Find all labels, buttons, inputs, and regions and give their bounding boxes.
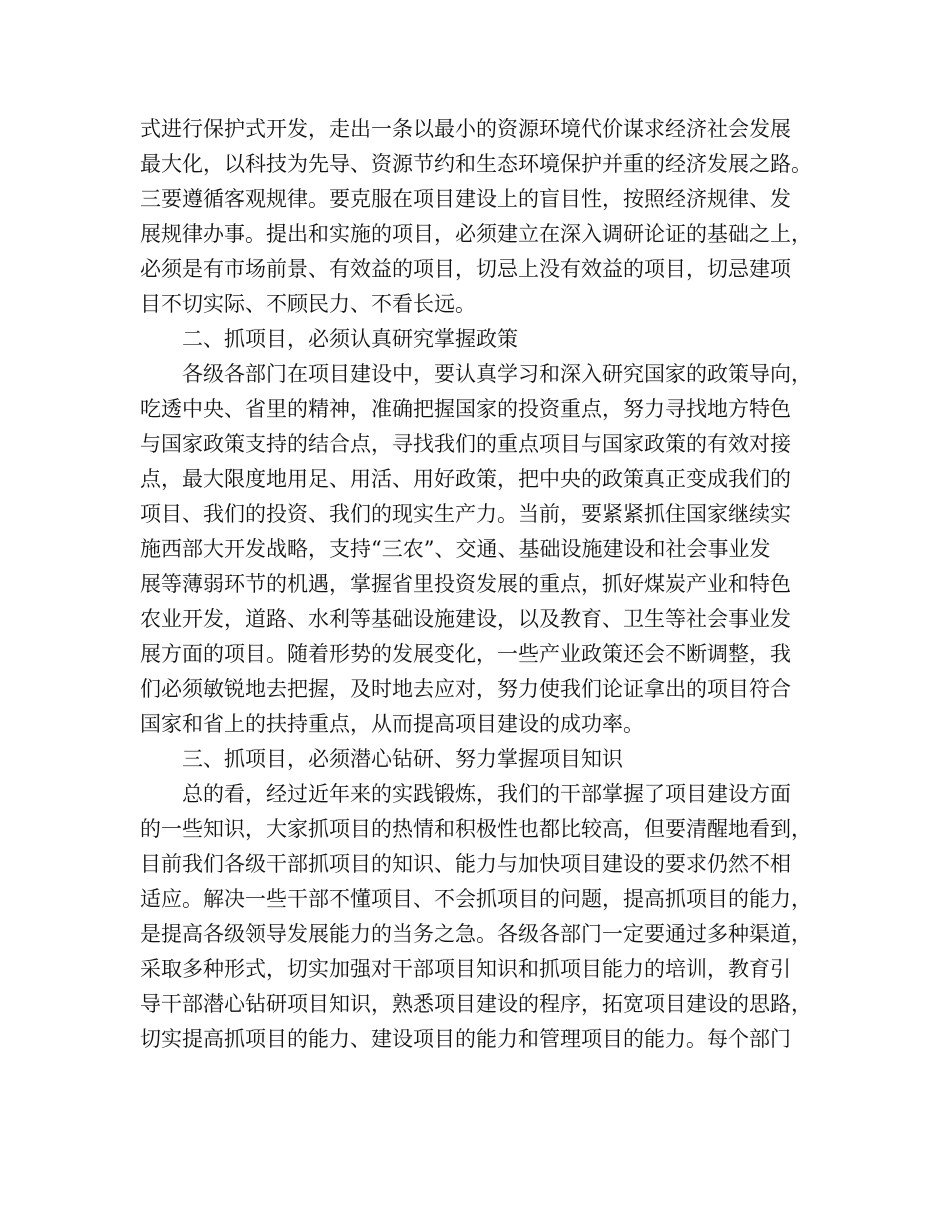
text-line: 农业开发，道路、水利等基础设施建设，以及教育、卫生等社会事业发 — [140, 607, 791, 631]
text-line: 项目、我们的投资、我们的现实生产力。当前，要紧紧抓住国家继续实 — [140, 502, 791, 526]
text-line: 展方面的项目。随着形势的发展变化，一些产业政策还会不断调整，我 — [140, 642, 791, 666]
text-line: 采取多种形式，切实加强对干部项目知识和抓项目能力的培训，教育引 — [140, 957, 791, 981]
text-line: 施西部大开发战略，支持“三农”、交通、基础设施建设和社会事业发 — [140, 537, 771, 561]
text-line: 吃透中央、省里的精神，准确把握国家的投资重点，努力寻找地方特色 — [140, 397, 791, 421]
section-heading: 二、抓项目，必须认真研究掌握政策 — [140, 327, 518, 351]
text-line: 点，最大限度地用足、用活、用好政策，把中央的政策真正变成我们的 — [140, 467, 791, 491]
text-line: 适应。解决一些干部不懂项目、不会抓项目的问题，提高抓项目的能力， — [140, 887, 812, 911]
text-line: 导干部潜心钻研项目知识，熟悉项目建设的程序，拓宽项目建设的思路， — [140, 992, 812, 1016]
text-line: 三要遵循客观规律。要克服在项目建设上的盲目性，按照经济规律、发 — [140, 187, 791, 211]
text-line: 们必须敏锐地去把握，及时地去应对，努力使我们论证拿出的项目符合 — [140, 677, 791, 701]
text-line: 目前我们各级干部抓项目的知识、能力与加快项目建设的要求仍然不相 — [140, 852, 791, 876]
text-line: 国家和省上的扶持重点，从而提高项目建设的成功率。 — [140, 712, 644, 736]
text-line: 的一些知识，大家抓项目的热情和积极性也都比较高，但要清醒地看到， — [140, 817, 812, 841]
text-line: 是提高各级领导发展能力的当务之急。各级各部门一定要通过多种渠道， — [140, 922, 812, 946]
text-line: 切实提高抓项目的能力、建设项目的能力和管理项目的能力。每个部门 — [140, 1027, 791, 1051]
body-text — [140, 112, 830, 1057]
section-heading: 三、抓项目，必须潜心钻研、努力掌握项目知识 — [140, 747, 623, 771]
text-line: 式进行保护式开发，走出一条以最小的资源环境代价谋求经济社会发展 — [140, 117, 791, 141]
text-line: 必须是有市场前景、有效益的项目，切忌上没有效益的项目，切忌建项 — [140, 257, 791, 281]
text-line: 最大化，以科技为先导、资源节约和生态环境保护并重的经济发展之路。 — [140, 152, 812, 176]
text-line: 与国家政策支持的结合点，寻找我们的重点项目与国家政策的有效对接 — [140, 432, 791, 456]
text-line: 展规律办事。提出和实施的项目，必须建立在深入调研论证的基础之上， — [140, 222, 812, 246]
text-line: 总的看，经过近年来的实践锻炼，我们的干部掌握了项目建设方面 — [140, 782, 791, 806]
text-line: 展等薄弱环节的机遇，掌握省里投资发展的重点，抓好煤炭产业和特色 — [140, 572, 791, 596]
text-line: 各级各部门在项目建设中，要认真学习和深入研究国家的政策导向， — [140, 362, 812, 386]
text-line: 目不切实际、不顾民力、不看长远。 — [140, 292, 476, 316]
